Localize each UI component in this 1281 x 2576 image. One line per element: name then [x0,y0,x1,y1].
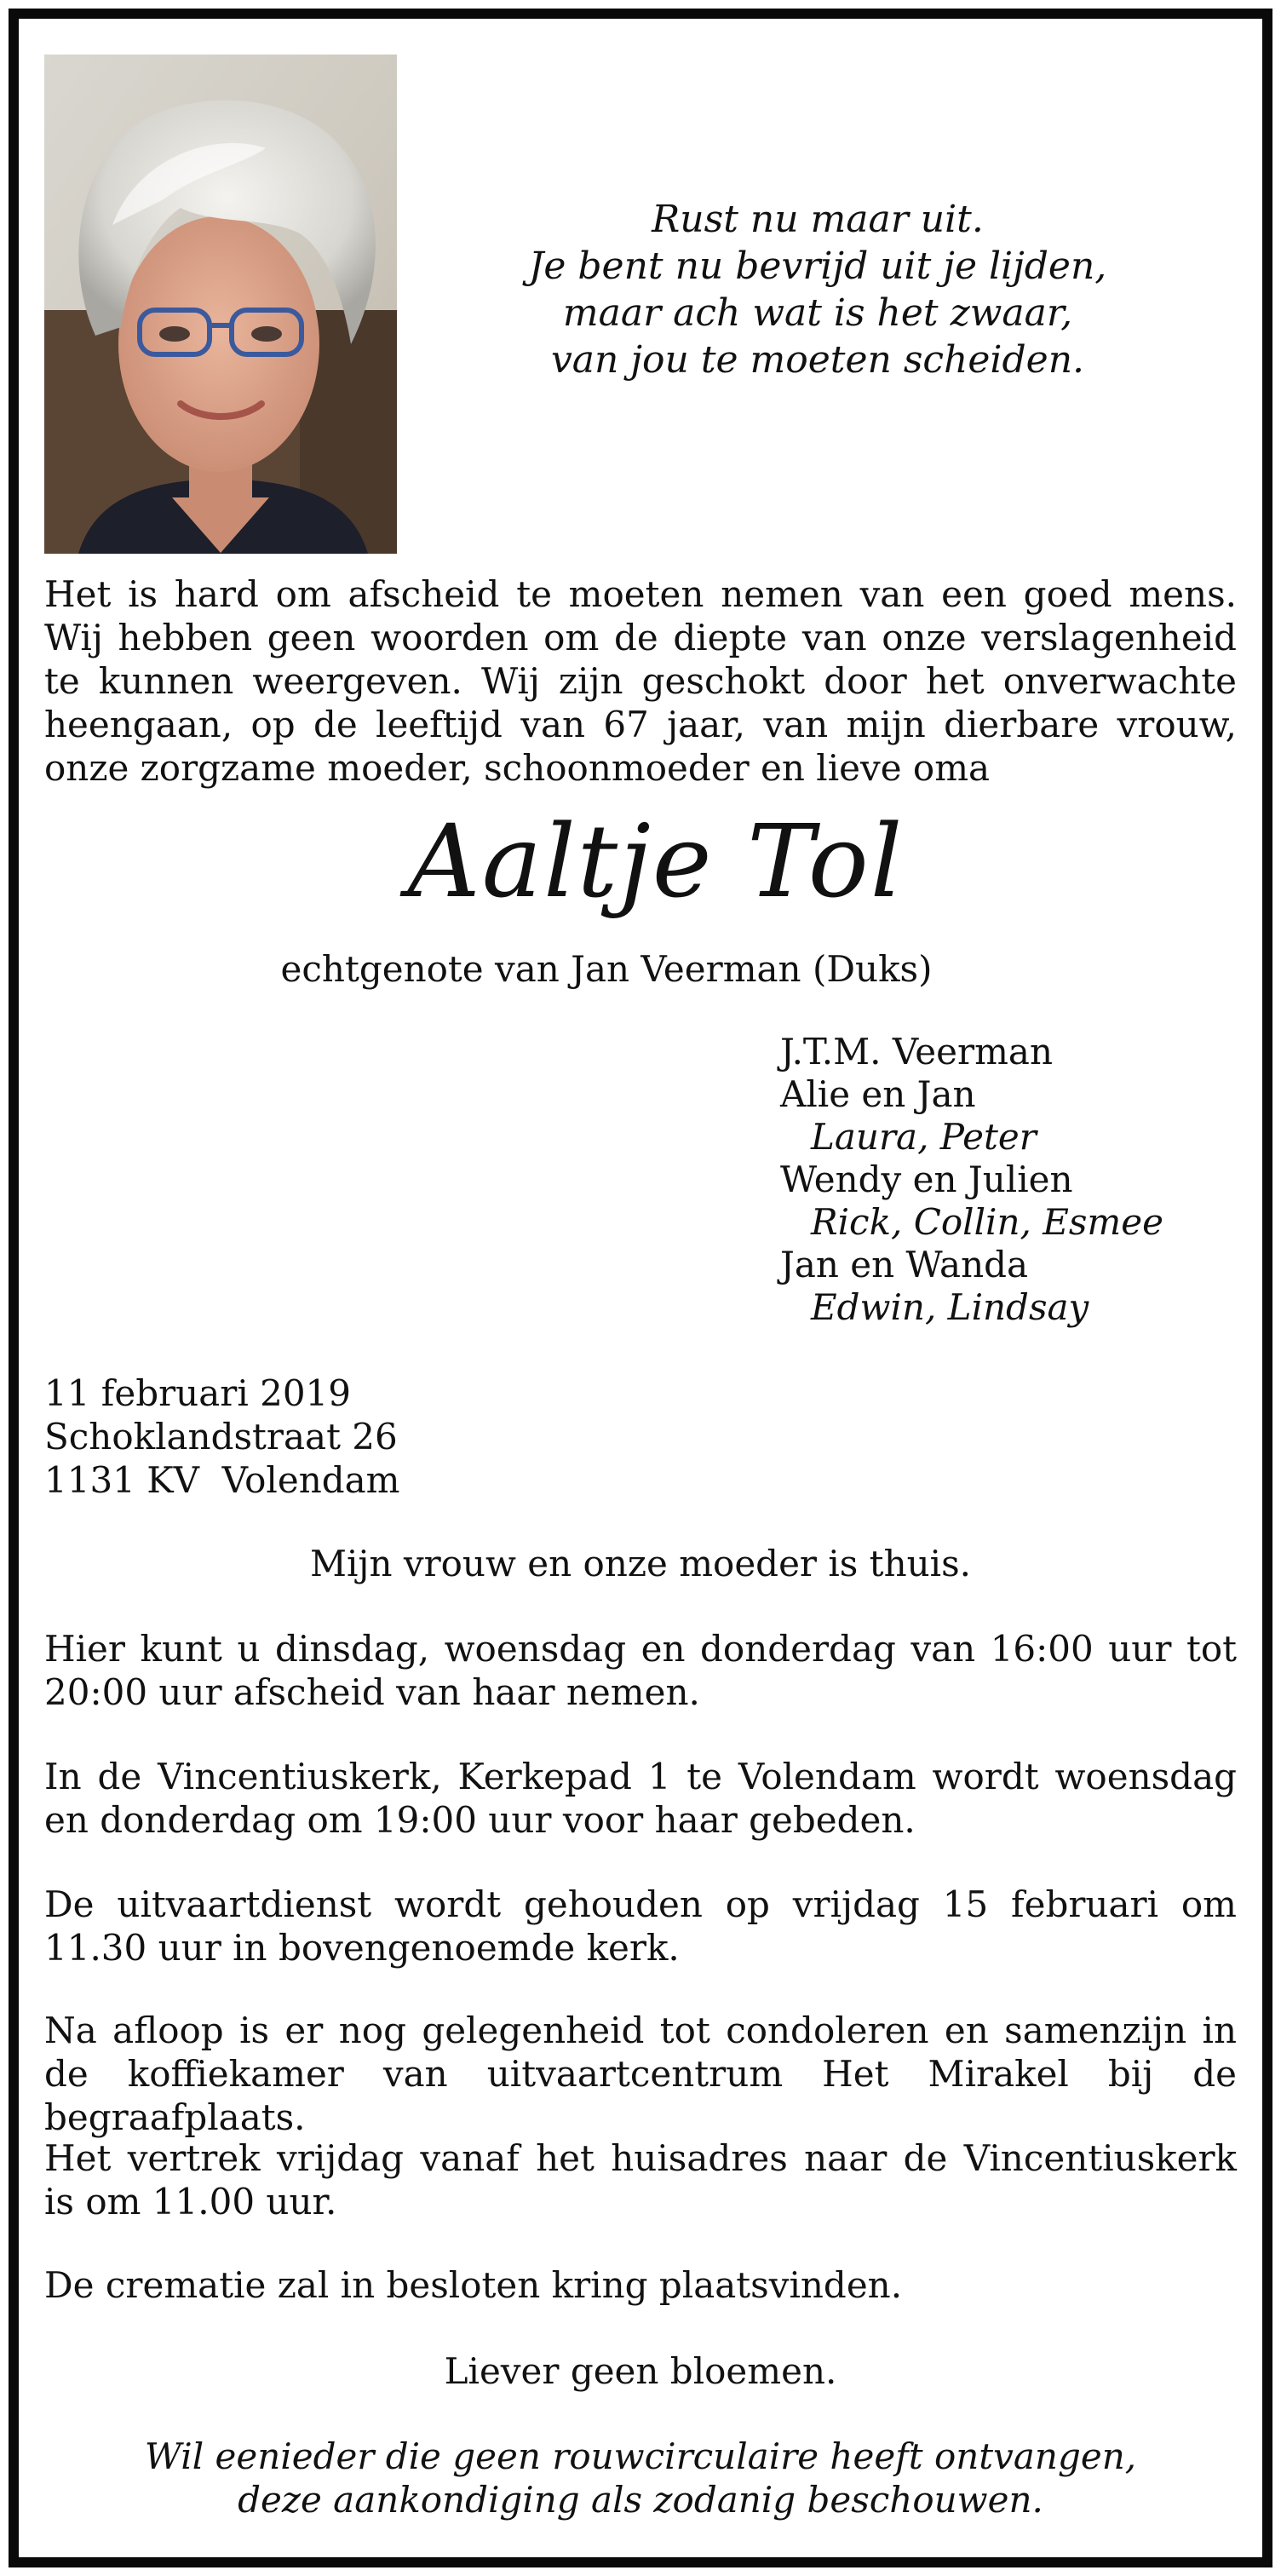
home-line: Mijn vrouw en onze moeder is thuis. [309,1543,971,1584]
deceased-name-text: Aaltje Tol [407,802,905,920]
family-member: J.T.M. Veerman [780,1031,1054,1072]
condolence-paragraph: Na afloop is er nog gelegenheid tot condoleren en samenzijn in de koffiekamer van uitvaartcentrum Het Mirakel bij de begraafplaats. [44,2010,1237,2138]
funeral-service-paragraph: De uitvaartdienst wordt gehouden op vrijdag 15 februari om 11.30 uur in bovengenoemde kerk. [44,1883,1237,1969]
family-member: Jan en Wanda [780,1244,1029,1285]
closing-note [44,2435,1237,2521]
poem [477,196,1158,383]
date: 11 februari 2019 [44,1372,351,1414]
closing-line: deze aankondiging als zodanig beschouwen. [238,2479,1043,2521]
poem-line: van jou te moeten scheiden. [550,338,1085,382]
portrait-photo [44,55,397,554]
family-grandchildren: Edwin, Lindsay [811,1286,1089,1328]
cremation-paragraph: De crematie zal in besloten kring plaatsvinden. [44,2264,903,2306]
family-grandchildren: Rick, Collin, Esmee [811,1201,1163,1243]
intro-paragraph: Het is hard om afscheid te moeten nemen van een goed mens. Wij hebben geen woorden om de diepte van onze verslagenheid te kunnen weergeven. Wij zijn geschokt door het onverwachte heengaan, op de leeftijd van 67 jaar, van mijn dierbare vrouw, onze zorgzame moeder, schoonmoeder en lieve oma [44,573,1237,789]
poem-line: Rust nu maar uit. [652,198,984,241]
family-grandchildren: Laura, Peter [811,1116,1037,1158]
family-list [780,1031,1163,1329]
poem-line: maar ach wat is het zwaar, [562,291,1073,335]
departure-paragraph: Het vertrek vrijdag vanaf het huisadres naar de Vincentiuskerk is om 11.00 uur. [44,2137,1237,2222]
visiting-hours-paragraph: Hier kunt u dinsdag, woensdag en donderdag van 16:00 uur tot 20:00 uur afscheid van haar nemen. [44,1628,1237,1713]
deceased-name [281,801,1031,929]
closing-line: Wil eenieder die geen rouwcirculaire heeft ontvangen, [144,2435,1137,2477]
poem-line: Je bent nu bevrijd uit je lijden, [528,244,1107,288]
flowers-line: Liever geen bloemen. [444,2350,837,2392]
prayer-paragraph: In de Vincentiuskerk, Kerkepad 1 te Volendam wordt woensdag en donderdag om 19:00 uur voor haar gebeden. [44,1756,1237,1841]
spouse-line [44,947,1237,991]
street: Schoklandstraat 26 [44,1416,398,1458]
family-member: Wendy en Julien [780,1159,1073,1200]
city: 1131 KV Volendam [44,1459,400,1501]
family-member: Alie en Jan [780,1073,976,1115]
portrait-illustration [44,55,397,554]
spouse-line-text: echtgenote van Jan Veerman (Duks) [280,948,933,990]
address-block [44,1371,400,1502]
